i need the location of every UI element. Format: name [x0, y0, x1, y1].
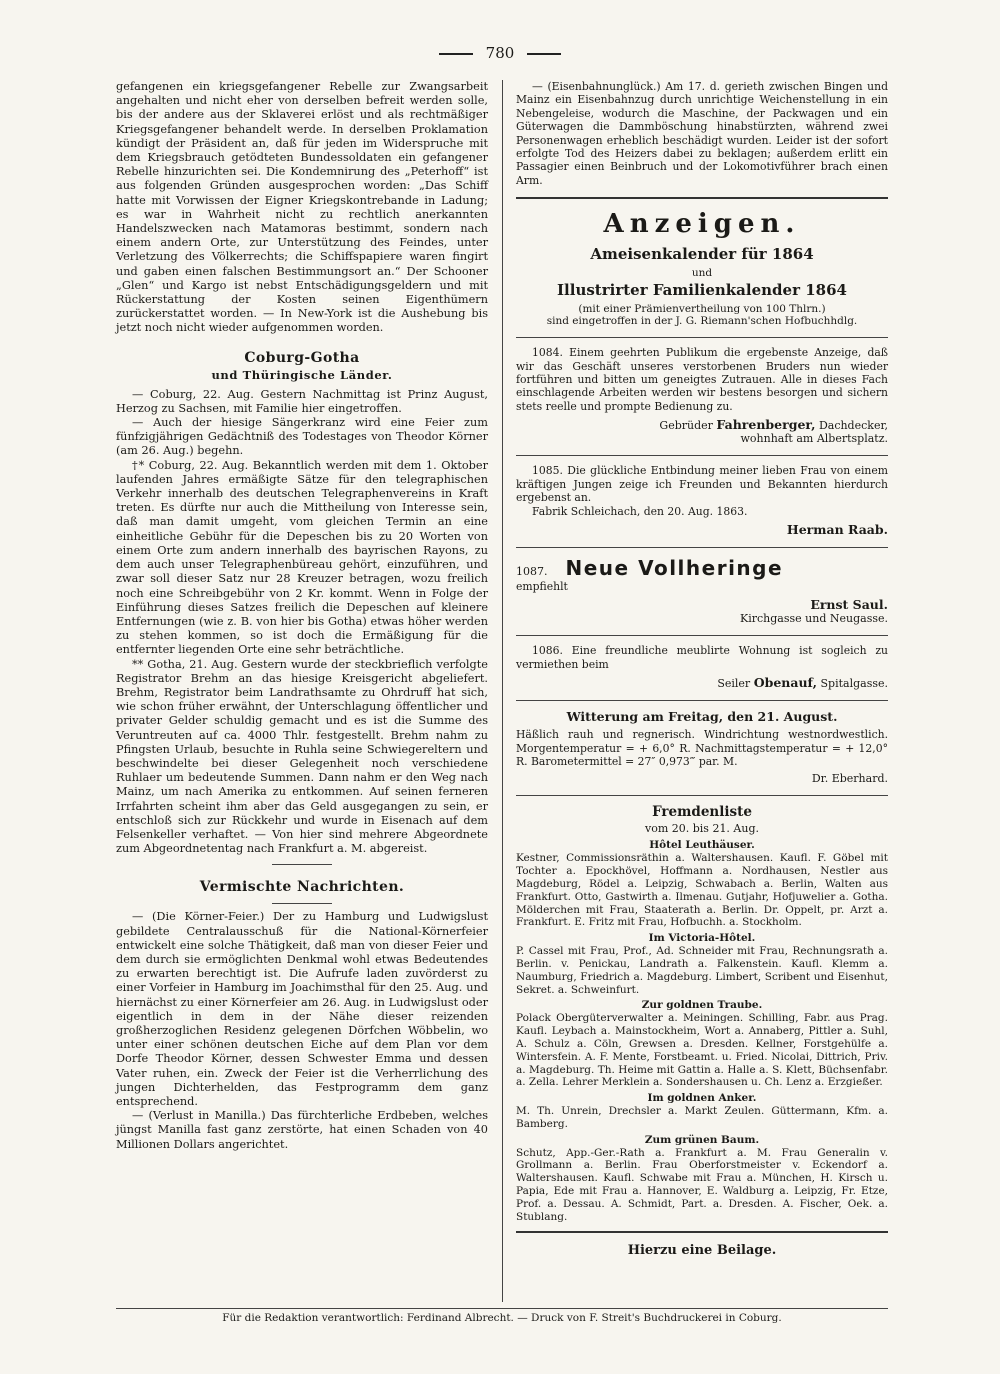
weather-text: Häßlich rauh und regnerisch. Windrichtung westnordwestlich. Morgentemperatur = + 6,0° R. Nachmittagstemperatur = + 12,0° R. Barometermittel = 27″ 0,973‴ par. M. — [516, 728, 888, 768]
article-text: †* Coburg, 22. Aug. Bekanntlich werden mit dem 1. Oktober laufenden Jahres ermäßigte Sätze für den telegraphischen Verkehr innerhalb des deutschen Telegraphenvereins in Kraft treten. Es dürfte nur auch die Mittheilung von Interesse sein, daß man damit umgeht, vom gleichen Termin an eine einheitliche Gebühr für die Depeschen bis zu 20 Worten von einem Orte zum andern innerhalb des bayrischen Rayons, zu dem auch unser Telegraphenbüreau gehört, einzuführen, und zwar soll dieser Satz nur 28 Kreuzer betragen, wozu freilich noch eine Schreibgebühr von 2 Kr. kommt. Wenn in Folge der Einführung dieses Satzes freilich die Depeschen auf kleinere Entfernungen (wie z. B. von hier bis Gotha) etwas höher werden zu stehen kommen, so ist doch die Ermäßigung für die entfernter liegenden Orte eine sehr beträchtliche. — [116, 458, 488, 657]
ad-signature — [516, 675, 888, 690]
guest-entry: Schutz, App.-Ger.-Rath a. Frankfurt a. M. Frau Generalin v. Grollmann a. Berlin. Frau Oberforstmeister v. Eckendorf a. Waltershausen. Kaufl. Schwabe mit Frau a. München, H. Kirsch u. Papia, Ede mit Frau a. Hannover, E. Waldburg a. Leipzig, Fr. Etze, Prof. a. Dessau. A. Schmidt, Part. a. Dresden. A. Fischer, Oek. a. Stublang. — [516, 1146, 888, 1223]
ad-headline: Neue Vollheringe — [565, 555, 784, 580]
article-text: — Coburg, 22. Aug. Gestern Nachmittag ist Prinz August, Herzog zu Sachsen, mit Familie hier eingetroffen. — [116, 387, 488, 415]
page-number-dash-right — [527, 53, 561, 55]
weather-divider — [516, 700, 888, 701]
ad-signature-prefix: Seiler — [717, 677, 751, 691]
hotel-heading: Zum grünen Baum. — [644, 1133, 760, 1146]
fremden-heading: Fremdenliste — [652, 804, 752, 821]
weather-heading: Witterung am Freitag, den 21. August. — [566, 709, 838, 725]
ad-address: Kirchgasse und Neugasse. — [740, 612, 888, 626]
left-column-content — [116, 80, 488, 1152]
ad-title: Illustrirter Familienkalender 1864 — [557, 281, 847, 300]
article-text: gefangenen ein kriegsgefangener Rebelle zur Zwangsarbeit angehalten und nicht eher von derselben befreit werden solle, bis der andere aus der Sklaverei erlöst und als rechtmäßiger Kriegsgefangener behandelt werde. In derselben Proklamation kündigt der Präsident an, daß für jeden im Widerspruche mit dem Kriegsbrauch getödteten Bundessoldaten ein gefangener Rebelle hinzurichten sei. Die Kondemnirung des „Peterhoff“ ist aus folgenden Gründen ausgesprochen worden: „Das Schiff hatte mit Vorwissen der Eigner Kriegskontrebande in Ladung; es war in Wahrheit nicht zu rechtlich anerkannten Handelszwecken nach Matamoras bestimmt, sondern nach einem andern Orte, zur Unterstützung des Feindes, unter Verletzung des Völkerrechts; die Schiffspapiere waren fingirt und gaben einen falschen Bestimmungsort an.“ Der Schooner „Glen“ und Kargo ist nebst Entschädigungsgeldern und mit Rückerstattung der Kosten seinen Eigenthümern zurückerstattet worden. — In New-York ist die Aushebung bis jetzt noch nicht wieder aufgenommen worden. — [116, 80, 488, 335]
left-column — [116, 80, 488, 1152]
ad-text: 1086. Eine freundliche meublirte Wohnung ist sogleich zu vermiethen beim — [516, 644, 888, 671]
article-text: — (Die Körner-Feier.) Der zu Hamburg und Ludwigslust gebildete Centralausschuß für die National-Körnerfeier entwickelt eine solche Thätigkeit, daß man von dieser Feier und dem durch sie ermöglichten Denkmal wohl etwas Bedeutendes zu erwarten berechtigt ist. Die Aufrufe laden zuvörderst zu einer Vorfeier in Hamburg im Joachimsthal für den 25. Aug. und hiernächst zu einer Körnerfeier am 26. Aug. in Ludwigslust oder eigentlich in dem in der Nähe dieser reizenden großherzoglichen Residenz gelegenen Dörfchen Wöbbelin, wo unter einer schönen deutschen Eiche auf dem Plan vor dem Dorfe Theodor Körner, dessen Schwester Emma und dessen Vater ruhen, ein. Zweck der Feier ist die Verherrlichung des jungen Dichterhelden, das Festprogramm dem ganz entsprechend. — [116, 910, 488, 1108]
ad-signature-name: Herman Raab. — [786, 521, 888, 537]
ad-signature-prefix: Gebrüder — [659, 419, 713, 433]
section-subheading: und Thüringische Länder. — [211, 367, 393, 382]
footer-imprint: Für die Redaktion verantwortlich: Ferdinand Albrecht. — Druck von F. Streit's Buchdruckerei in Coburg. — [222, 1312, 782, 1324]
ad-signature-name: Fahrenberger, — [716, 417, 816, 433]
page-number-line — [0, 44, 1000, 62]
ads-heading: Anzeigen. — [603, 209, 801, 240]
ad-address: wohnhaft am Albertsplatz. — [740, 432, 888, 446]
fremden-date: vom 20. bis 21. Aug. — [644, 822, 759, 836]
guest-entry: M. Th. Unrein, Drechsler a. Markt Zeulen. Güttermann, Kfm. a. Bamberg. — [516, 1105, 888, 1130]
ad-divider — [516, 337, 888, 338]
ad-headline-row — [516, 556, 888, 580]
weather-signature: Dr. Eberhard. — [811, 772, 888, 786]
hotel-heading: Im goldnen Anker. — [647, 1092, 757, 1105]
hotel-heading: Zur goldnen Traube. — [641, 999, 763, 1012]
article-text: — (Eisenbahnunglück.) Am 17. d. gerieth zwischen Bingen und Mainz ein Eisenbahnzug durch unrichtige Weichenstellung in ein Nebengeleise, wodurch die Maschine, der Packwagen und ein Güterwagen die Dammböschung hinabstürzten, während zwei Personenwagen erheblich beschädigt wurden. Leider ist der sofort erfolgte Tod des Heizers dabei zu beklagen; außerdem erlitt ein Passagier einen Beinbruch und der Lokomotivführer brach einen Arm. — [516, 80, 888, 187]
ad-signature-name: Obenauf, — [753, 675, 817, 691]
section-heading: Coburg-Gotha — [244, 349, 360, 366]
article-text: — Auch der hiesige Sängerkranz wird eine Feier zum fünfzigjährigen Gedächtniß des Todestages von Theodor Körner (am 26. Aug.) begehn. — [116, 416, 488, 458]
ad-text: 1084. Einem geehrten Publikum die ergebenste Anzeige, daß wir das Geschäft unseres verstorbenen Bruders nun wieder fortführen und bitten um geneigtes Zutrauen. Alle in dieses Fach einschlagende Arbeiten werden wir bestens besorgen und sichern stets reelle und prompte Bedienung zu. — [516, 346, 888, 413]
right-column — [516, 80, 888, 1258]
hotel-heading: Im Victoria-Hôtel. — [648, 932, 756, 945]
ad-divider — [516, 635, 888, 636]
guest-entry: P. Cassel mit Frau, Prof., Ad. Schneider mit Frau, Rechnungsrath a. Berlin. v. Penickau, Landrath a. Falkenstein. Kaufl. Klemm a. Naumburg, Friedrich a. Magdeburg. Limbert, Scribent und Eisenhut, Sekret. a. Schweinfurt. — [516, 945, 888, 996]
right-column-content — [516, 80, 888, 1258]
page-number: 780 — [485, 44, 515, 62]
ad-text: Fabrik Schleichach, den 20. Aug. 1863. — [532, 504, 748, 518]
footer-rule — [116, 1308, 888, 1309]
guest-entry: Kestner, Commissionsräthin a. Waltershausen. Kaufl. F. Göbel mit Tochter a. Epockhövel, Hoffmann a. Nordhausen, Nestler aus Magdeburg, Rödel a. Leipzig, Schwabach a. Berlin, Walten aus Frankfurt. Otto, Gastwirth a. Ilmenau. Gutjahr, Hofjuwelier a. Gotha. Mölderchen mit Frau, Staaterath a. Berlin. Dr. Oppelt, pr. Arzt a. Frankfurt. E. Fritz mit Frau, Hofbuchh. a. Stockholm. — [516, 852, 888, 929]
article-text: — (Verlust in Manilla.) Das fürchterliche Erdbeben, welches jüngst Manilla fast ganz zerstörte, hat einen Schaden von 40 Millionen Dollars angerichtet. — [116, 1109, 488, 1151]
ad-title: Ameisenkalender für 1864 — [590, 245, 814, 264]
section-heading: Vermischte Nachrichten. — [199, 879, 405, 896]
ads-divider — [516, 197, 888, 199]
guest-list — [516, 839, 888, 1223]
section-divider — [272, 864, 332, 865]
ad-signature-name: Ernst Saul. — [810, 597, 888, 613]
ad-subtitle: (mit einer Prämienvertheilung von 100 Thlrn.) — [578, 303, 826, 316]
article-text: ** Gotha, 21. Aug. Gestern wurde der steckbrieflich verfolgte Registrator Brehm an das hiesige Kreisgericht abgeliefert. Brehm, Registrator beim Landrathsamte zu Ohrdruff hat sich, wie schon früher erwähnt, der Unterschlagung öffentlicher und privater Gelder schuldig gemacht und es ist die Summe des Veruntreuten auf ca. 4000 Thlr. festgestellt. Brehm nahm zu Pfingsten Urlaub, besuchte in Ruhla seine Schwiegereltern und beschwindelte bei dieser Gelegenheit noch verschiedene Ruhlaer um bedeutende Summen. Dann nahm er den Weg nach Mainz, um nach Amerika zu entkommen. Auf seinen ferneren Irrfahrten scheint ihm aber das Geld ausgegangen zu sein, er entschloß sich zur Rückkehr und wurde in Eisenach auf dem Felsenkeller verhaftet. — Von hier sind mehrere Abgeordnete zum Abgeordnetentag nach Frankfurt a. M. abgereist. — [116, 657, 488, 856]
ad-number: 1087. — [516, 564, 548, 578]
ad-divider — [516, 455, 888, 456]
column-divider — [502, 80, 503, 1302]
ad-signature-suffix: Dachdecker, — [818, 419, 888, 433]
ad-conjunction: und — [691, 267, 713, 280]
hotel-heading: Hôtel Leuthäuser. — [649, 839, 755, 852]
ad-signature-suffix: Spitalgasse. — [820, 677, 888, 691]
ad-text: empfiehlt — [516, 579, 568, 593]
ad-signature — [516, 417, 888, 432]
supplement-note: Hierzu eine Beilage. — [627, 1243, 777, 1259]
ad-text: 1085. Die glückliche Entbindung meiner lieben Frau von einem kräftigen Jungen zeige ich Freunden und Bekannten hierdurch ergebenst an. — [516, 464, 888, 505]
fremden-divider — [516, 795, 888, 796]
ad-signature — [516, 522, 888, 537]
beilage-divider — [516, 1231, 888, 1233]
ad-divider — [516, 547, 888, 548]
ad-text: sind eingetroffen in der J. G. Riemann'schen Hofbuchhdlg. — [546, 315, 858, 328]
ad-signature — [516, 597, 888, 612]
page-number-dash-left — [439, 53, 473, 55]
section-divider — [272, 903, 332, 904]
guest-entry: Polack Obergüterverwalter a. Meiningen. Schilling, Fabr. aus Prag. Kaufl. Leybach a. Mainstockheim, Wort a. Annaberg, Pittler a. Suhl, A. Schulz a. Cöln, Grewsen a. Dresden. Kellner, Forstgehülfe a. Wintersfein. A. F. Mente, Forstbeamt. u. Fried. Nicolai, Dittrich, Priv. a. Magdeburg. Th. Heime mit Gattin a. Halle a. S. Klett, Büchsenfabr. a. Zella. Lehrer Merklein a. Sondershausen u. Ch. Lenz a. Erzgießer. — [516, 1012, 888, 1089]
